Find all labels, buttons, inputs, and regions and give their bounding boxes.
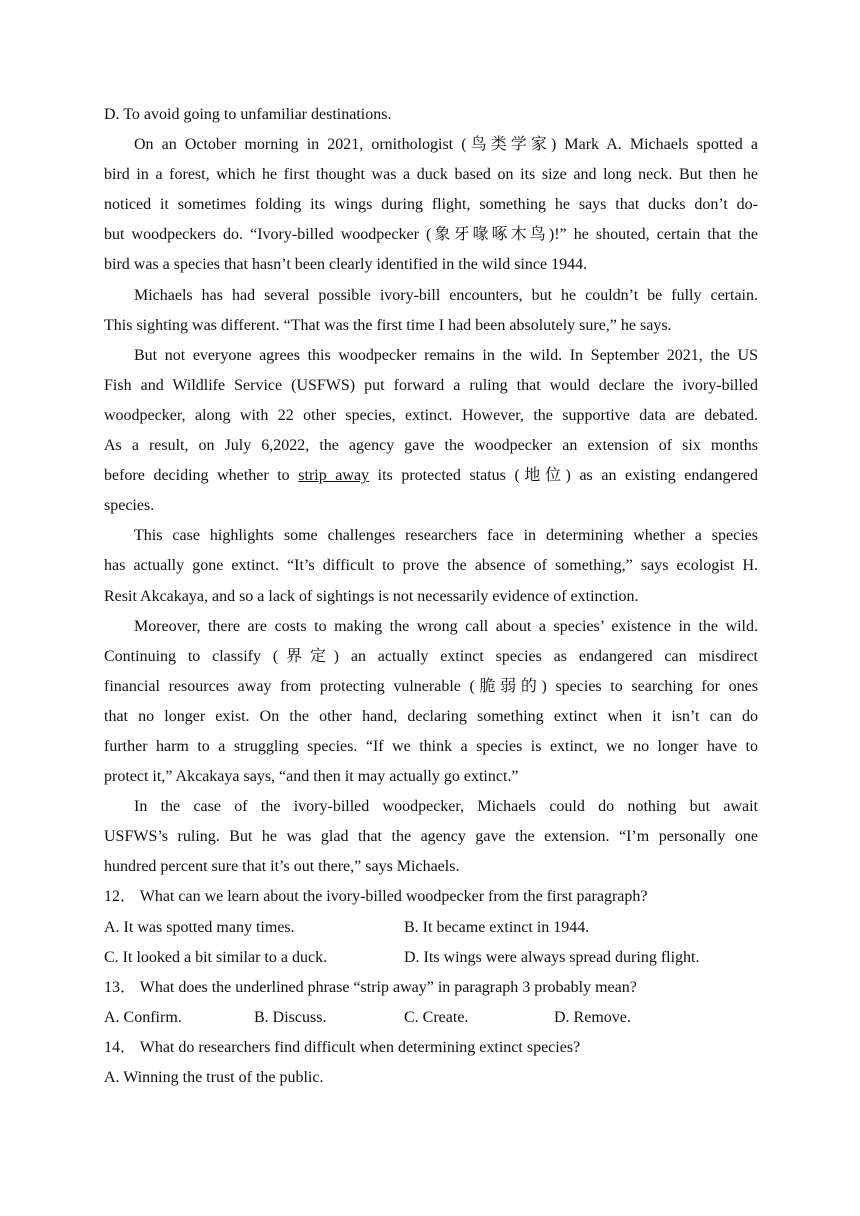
options-row	[104, 1003, 758, 1033]
paragraph-line: Resit Akcakaya, and so a lack of sightings is not necessarily evidence of extinction.	[104, 587, 639, 605]
passage	[104, 130, 758, 882]
paragraph-line: This case highlights some challenges researchers face in determining whether a species	[134, 527, 758, 545]
paragraph-line: Fish and Wildlife Service (USFWS) put forward a ruling that would declare the ivory-billed	[104, 376, 758, 394]
paragraph-line: bird in a forest, which he first thought was a duck based on its size and long neck. But then he	[104, 166, 758, 184]
paragraph-line: Michaels has had several possible ivory-bill encounters, but he couldn’t be fully certain.	[134, 286, 758, 304]
question-13	[104, 973, 758, 1033]
paragraph-5	[104, 612, 758, 793]
paragraph-line: financial resources away from protecting vulnerable (脆弱的) species to searching for ones	[104, 677, 758, 695]
paragraph-line-with-underline	[104, 461, 758, 491]
previous-question-option-d: D. To avoid going to unfamiliar destinations.	[104, 106, 392, 123]
question-14	[104, 1033, 758, 1093]
question-stem: 12． What can we learn about the ivory-billed woodpecker from the first paragraph?	[104, 888, 648, 906]
text-segment: its protected status (地位) as an existing endangered	[377, 467, 758, 485]
option-a: A. Winning the trust of the public.	[104, 1069, 324, 1086]
paragraph-line: has actually gone extinct. “It’s difficult to prove the absence of something,” says ecologist H.	[104, 557, 758, 575]
paragraph-3	[104, 341, 758, 522]
paragraph-4	[104, 521, 758, 611]
option-d: D. Its wings were always spread during flight.	[404, 948, 700, 966]
paragraph-line: In the case of the ivory-billed woodpecker, Michaels could do nothing but await	[134, 798, 758, 816]
option-c: C. It looked a bit similar to a duck.	[104, 948, 328, 966]
paragraph-line: bird was a species that hasn’t been clearly identified in the wild since 1944.	[104, 256, 588, 274]
paragraph-line: that no longer exist. On the other hand, declaring something extinct when it isn’t can do	[104, 707, 758, 725]
question-12	[104, 882, 758, 972]
options-row	[104, 943, 758, 973]
option-a: A. Confirm.	[104, 1008, 182, 1026]
paragraph-line: hundred percent sure that it’s out there,” says Michaels.	[104, 858, 460, 876]
paragraph-line: As a result, on July 6,2022, the agency gave the woodpecker an extension of six months	[104, 437, 758, 455]
paragraph-line: protect it,” Akcakaya says, “and then it may actually go extinct.”	[104, 768, 519, 786]
text-segment: before deciding whether to	[104, 467, 290, 485]
option-a: A. It was spotted many times.	[104, 918, 295, 936]
option-c: C. Create.	[404, 1008, 469, 1026]
paragraph-line: But not everyone agrees this woodpecker remains in the wild. In September 2021, the US	[134, 346, 758, 364]
underlined-phrase: strip away	[298, 467, 370, 485]
option-b: B. It became extinct in 1944.	[404, 918, 590, 936]
paragraph-line: further harm to a struggling species. “If we think a species is extinct, we no longer have to	[104, 737, 758, 755]
question-stem: 14． What do researchers find difficult when determining extinct species?	[104, 1038, 581, 1056]
paragraph-line: USFWS’s ruling. But he was glad that the agency gave the extension. “I’m personally one	[104, 828, 758, 846]
option-b: B. Discuss.	[254, 1008, 327, 1026]
paragraph-line: This sighting was different. “That was the first time I had been absolutely sure,” he says.	[104, 316, 672, 334]
document-page	[104, 100, 758, 1093]
options-row	[104, 913, 758, 943]
paragraph-line: woodpecker, along with 22 other species, extinct. However, the supportive data are debated.	[104, 406, 758, 424]
paragraph-line: but woodpeckers do. “Ivory-billed woodpecker (象牙喙啄木鸟)!” he shouted, certain that the	[104, 226, 758, 244]
paragraph-1	[104, 130, 758, 280]
paragraph-line: Continuing to classify (界定) an actually extinct species as endangered can misdirect	[104, 647, 758, 665]
question-stem: 13． What does the underlined phrase “strip away” in paragraph 3 probably mean?	[104, 978, 637, 996]
paragraph-2	[104, 281, 758, 341]
paragraph-line: Moreover, there are costs to making the wrong call about a species’ existence in the wild.	[134, 617, 758, 635]
option-d: D. Remove.	[554, 1008, 631, 1026]
paragraph-line: species.	[104, 497, 155, 515]
paragraph-6	[104, 792, 758, 882]
paragraph-line: On an October morning in 2021, ornithologist (鸟类学家) Mark A. Michaels spotted a	[134, 136, 758, 154]
paragraph-line: noticed it sometimes folding its wings during flight, something he says that ducks don’t do-	[104, 196, 758, 214]
